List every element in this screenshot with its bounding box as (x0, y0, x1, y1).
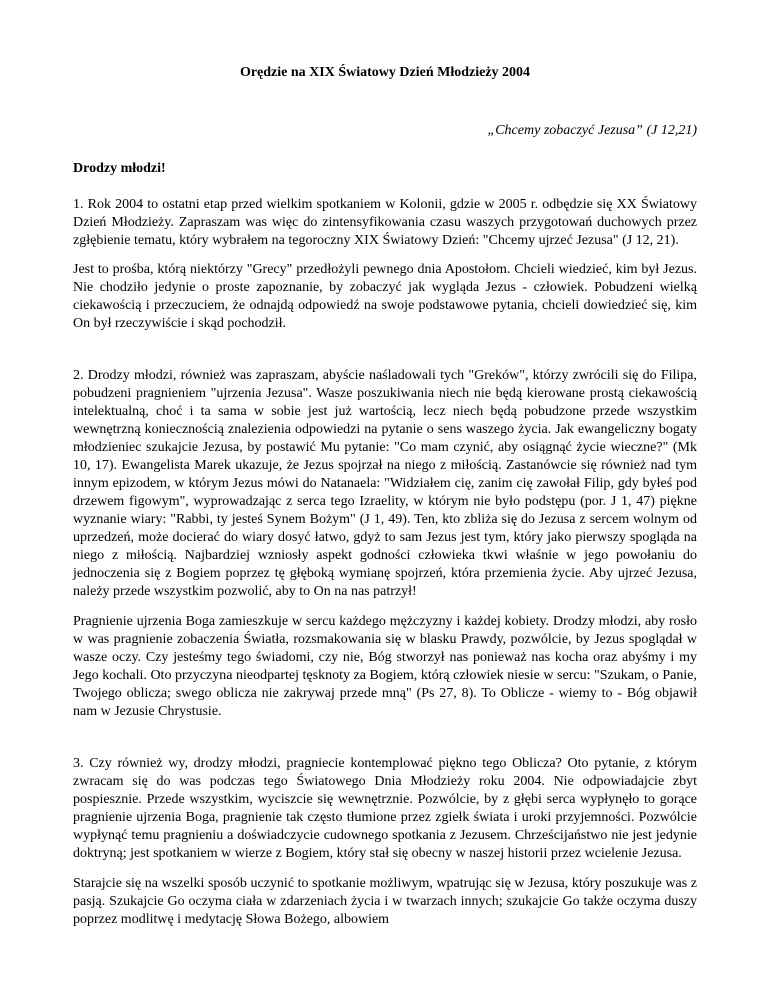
motto-quote: „Chcemy zobaczyć Jezusa” (J 12,21) (487, 123, 697, 138)
paragraph-3: 2. Drodzy młodzi, również was zapraszam, abyście naśladowali tych "Greków", którzy zwrócili się do Filipa, pobudzeni pragnieniem "ujrzenia Jezusa". Wasze poszukiwania niech nie będą kierowane prostą ciekawością intelektualną, choć i ta sama w sobie jest już wartością, lecz niech będą pobudzone przede wszystkim wewnętrzną koniecznością znalezienia odpowiedzi na pytanie o sens waszego życia. Jak ewangeliczny bogaty młodzieniec szukajcie Jezusa, by postawić Mu pytanie: "Co mam czynić, aby osiągnąć życie wieczne?" (Mk 10, 17). Ewangelista Marek ukazuje, że Jezus spojrzał na niego z miłością. Zastanówcie się również nad tym innym epizodem, w którym Jezus mówi do Natanaela: "Widziałem cię, zanim cię zawołał Filip, gdy byłeś pod drzewem figowym", wyprowadzając z serca tego Izraelity, w którym nie było podstępu (por. J 1, 47) piękne wyznanie wiary: "Rabbi, ty jesteś Synem Bożym" (J 1, 49). Ten, kto zbliża się do Jezusa z sercem wolnym od uprzedzeń, może docierać do wiary dosyć łatwo, gdyż to sam Jezus jest tym, który jako pierwszy spogląda na niego z miłością. Najbardziej wzniosły aspekt godności człowieka tkwi właśnie w jego powołaniu do jednoczenia się z Bogiem poprzez tę głęboką wymianę spojrzeń, która przemienia życie. Aby ujrzeć Jezusa, należy przede wszystkim pozwolić, aby to On na nas patrzył! (73, 368, 697, 599)
document-title: Orędzie na XIX Światowy Dzień Młodzieży 2004 (239, 65, 531, 80)
paragraph-2: Jest to prośba, którą niektórzy "Grecy" przedłożyli pewnego dnia Apostołom. Chcieli wiedzieć, kim był Jezus. Nie chodziło jedynie o proste zapoznanie, by zobaczyć jak wygląda Jezus - człowiek. Pobudzeni wielką ciekawością i przeczuciem, że odnajdą odpowiedź na swoje podstawowe pytania, chcieli dowiedzieć się, kim On był rzeczywiście i skąd pochodził. (73, 262, 697, 331)
paragraph-6: Starajcie się na wszelki sposób uczynić to spotkanie możliwym, wpatrując się w Jezusa, który poszukuje was z pasją. Szukajcie Go oczyma ciała w zdarzeniach życia i w twarzach innych; szukajcie Go także oczyma duszy poprzez modlitwę i medytację Słowa Bożego, albowiem (73, 876, 697, 927)
paragraph-4: Pragnienie ujrzenia Boga zamieszkuje w sercu każdego mężczyzny i każdej kobiety. Drodzy młodzi, aby rosło w was pragnienie zobaczenia Światła, rozsmakowania się w blasku Prawdy, pozwólcie, by Jezus spoglądał w wasze oczy. Czy jesteśmy tego świadomi, czy nie, Bóg stworzył nas ponieważ nas kocha oraz abyśmy i my Jego kochali. Oto przyczyna nieodpartej tęsknoty za Bogiem, którą człowiek niesie w sercu: "Szukam, o Panie, Twojego oblicza; swego oblicza nie zakrywaj przede mną" (Ps 27, 8). To Oblicze - wiemy to - Bóg objawił nam w Jezusie Chrystusie. (73, 614, 697, 719)
document-page (73, 64, 697, 929)
greeting: Drodzy młodzi! (73, 161, 166, 176)
paragraph-1: 1. Rok 2004 to ostatni etap przed wielkim spotkaniem w Kolonii, gdzie w 2005 r. odbędzie się XX Światowy Dzień Młodzieży. Zapraszam was więc do zintensyfikowania czasu waszych przygotowań duchowych przez zgłębienie tematu, który wybrałem na tegoroczny XIX Światowy Dzień: "Chcemy ujrzeć Jezusa" (J 12, 21). (73, 197, 697, 248)
paragraph-5: 3. Czy również wy, drodzy młodzi, pragniecie kontemplować piękno tego Oblicza? Oto pytanie, z którym zwracam się do was podczas tego Światowego Dnia Młodzieży roku 2004. Nie odpowiadajcie zbyt pospiesznie. Przede wszystkim, wyciszcie się wewnętrznie. Pozwólcie, by z głębi serca wypłynęło to gorące pragnienie ujrzenia Boga, pragnienie tak często tłumione przez zgiełk świata i uroki przyjemności. Pozwólcie wypłynąć temu pragnieniu a doświadczycie cudownego spotkania z Jezusem. Chrześcijaństwo nie jest jedynie doktryną; jest spotkaniem w wierze z Bogiem, który stał się obecny w naszej historii przez wcielenie Jezusa. (73, 756, 697, 861)
